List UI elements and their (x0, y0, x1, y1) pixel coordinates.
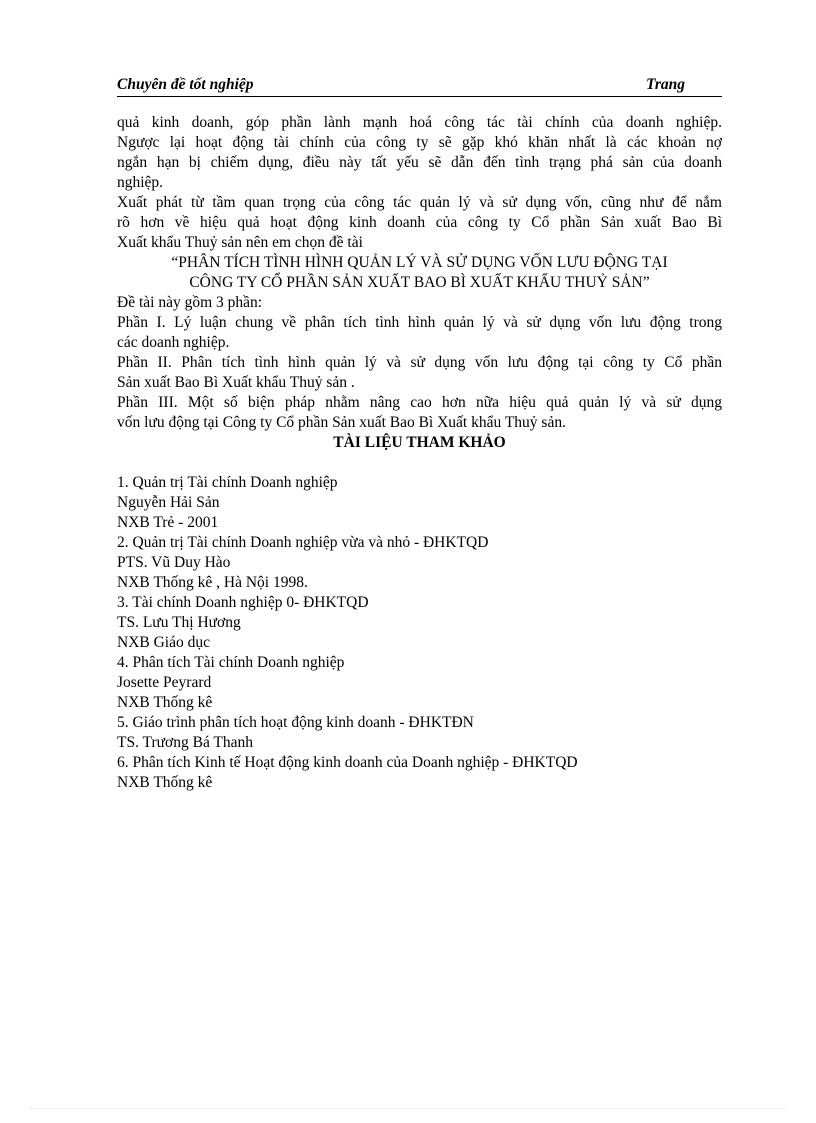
reference-line: 1. Quản trị Tài chính Doanh nghiệp (117, 474, 338, 491)
reference-line: Josette Peyrard (117, 674, 212, 691)
header-page-label: Trang (646, 76, 686, 93)
intro-line-3: ngắn hạn bị chiếm dụng, điều này tất yếu sẽ dẫn đến tình trạng phá sản của doanh (117, 154, 722, 171)
document-body (117, 113, 722, 793)
reference-line: 2. Quản trị Tài chính Doanh nghiệp vừa và nhỏ - ĐHKTQD (117, 534, 489, 551)
part-1-line-2: các doanh nghiệp. (117, 334, 230, 351)
reference-line: TS. Trương Bá Thanh (117, 734, 254, 751)
reference-line: PTS. Vũ Duy Hào (117, 554, 231, 571)
intro-line-6: rõ hơn về hiệu quả hoạt động kinh doanh của công ty Cổ phần Sản xuất Bao Bì (117, 214, 722, 231)
reference-line: 5. Giáo trình phân tích hoạt động kinh doanh - ĐHKTĐN (117, 714, 474, 731)
topic-title-line-1: “PHÂN TÍCH TÌNH HÌNH QUẢN LÝ VÀ SỬ DỤNG VỐN LƯU ĐỘNG TẠI (171, 254, 668, 271)
page-header (117, 76, 722, 97)
references-list (117, 473, 722, 793)
part-2-line-1: Phần II. Phân tích tình hình quản lý và sử dụng vốn lưu động tại công ty Cổ phần (117, 354, 722, 371)
reference-line: 4. Phân tích Tài chính Doanh nghiệp (117, 654, 345, 671)
part-2-line-2: Sản xuất Bao Bì Xuất khẩu Thuỷ sản . (117, 374, 355, 391)
reference-line: Nguyễn Hải Sản (117, 494, 220, 511)
intro-line-7: Xuất khẩu Thuỷ sản nên em chọn đề tài (117, 234, 363, 251)
reference-line: 6. Phân tích Kinh tế Hoạt động kinh doanh của Doanh nghiệp - ĐHKTQD (117, 754, 578, 771)
header-title: Chuyên đề tốt nghiệp (117, 76, 254, 93)
part-3-line-1: Phần III. Một số biện pháp nhằm nâng cao hơn nữa hiệu quả quản lý và sử dụng (117, 394, 722, 411)
intro-line-4: nghiệp. (117, 174, 164, 191)
page-bottom-rule (30, 1108, 786, 1109)
intro-line-2: Ngược lại hoạt động tài chính của công ty sẽ gặp khó khăn nhất là các khoản nợ (117, 134, 722, 151)
part-1-line-1: Phần I. Lý luận chung về phân tích tình hình quản lý và sử dụng vốn lưu động trong (117, 314, 722, 331)
reference-line: NXB Thống kê (117, 694, 213, 711)
reference-line: TS. Lưu Thị Hương (117, 614, 241, 631)
topic-title-line-2: CÔNG TY CỔ PHẦN SẢN XUẤT BAO BÌ XUẤT KHẨU THUỶ SẢN” (189, 274, 650, 291)
reference-line: NXB Giáo dục (117, 634, 210, 651)
spacer (117, 453, 722, 473)
reference-line: NXB Thống kê (117, 774, 213, 791)
reference-line: NXB Trẻ - 2001 (117, 514, 219, 531)
reference-line: 3. Tài chính Doanh nghiệp 0- ĐHKTQD (117, 594, 369, 611)
references-heading: TÀI LIỆU THAM KHẢO (333, 434, 506, 451)
intro-line-1: quả kinh doanh, góp phần lành mạnh hoá công tác tài chính của doanh nghiệp. (117, 114, 722, 131)
parts-intro: Đề tài này gồm 3 phần: (117, 294, 263, 311)
reference-line: NXB Thống kê , Hà Nội 1998. (117, 574, 308, 591)
part-3-line-2: vốn lưu động tại Công ty Cổ phần Sản xuất Bao Bì Xuất khẩu Thuỷ sản. (117, 414, 566, 431)
intro-line-5: Xuất phát từ tầm quan trọng của công tác quản lý và sử dụng vốn, cũng như để nắm (117, 194, 722, 211)
